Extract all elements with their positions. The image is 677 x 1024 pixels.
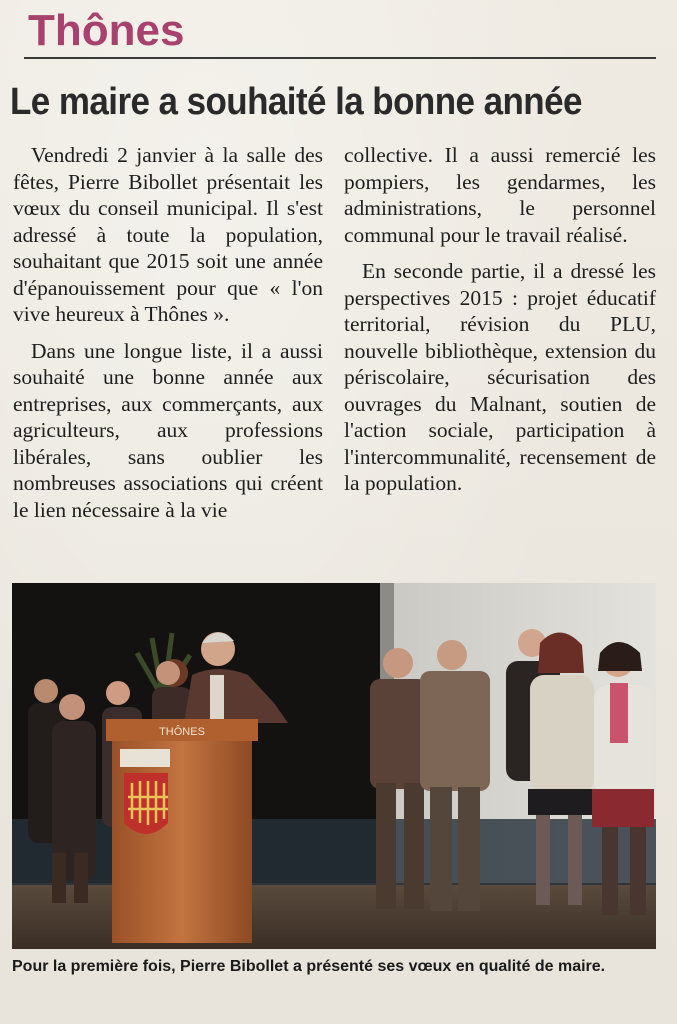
photo-caption: Pour la première fois, Pierre Bibollet a présenté ses vœux en qualité de maire. bbox=[12, 958, 606, 975]
article-column-right bbox=[344, 142, 656, 507]
article-photo bbox=[12, 583, 656, 949]
paragraph: Vendredi 2 janvier à la salle des fêtes, Pierre Bibollet présentait les vœux du conseil municipal. Il s'est adressé à toute la population, souhaitant que 2015 soit une année d'épanouissement pour que « l'on vive heureux à Thônes ». bbox=[13, 143, 323, 326]
section-title: Thônes bbox=[28, 6, 185, 55]
paragraph: En seconde partie, il a dressé les perspectives 2015 : projet éducatif territorial, révision du PLU, nouvelle bibliothèque, extension du périscolaire, sécurisation des ouvrages du Malnant, soutien de l'action sociale, participation à l'intercommunalité, recensement de la population. bbox=[344, 259, 656, 495]
paragraph: Dans une longue liste, il a aussi souhaité une bonne année aux entreprises, aux commerçants, aux agriculteurs, aux professions libérales, sans oublier les nombreuses associations qui créent le lien nécessaire à la vie bbox=[13, 338, 323, 522]
stage-front bbox=[12, 819, 656, 885]
podium-label: THÔNES bbox=[159, 726, 205, 738]
article-column-left bbox=[13, 142, 323, 533]
podium bbox=[106, 719, 258, 943]
paragraph: collective. Il a aussi remercié les pompiers, les gendarmes, les administrations, le personnel communal pour le travail réalisé. bbox=[344, 143, 656, 247]
photo-illustration bbox=[12, 583, 656, 949]
stage-floor bbox=[12, 883, 656, 949]
section-rule bbox=[24, 57, 656, 59]
article-headline: Le maire a souhaité la bonne année bbox=[10, 81, 582, 123]
